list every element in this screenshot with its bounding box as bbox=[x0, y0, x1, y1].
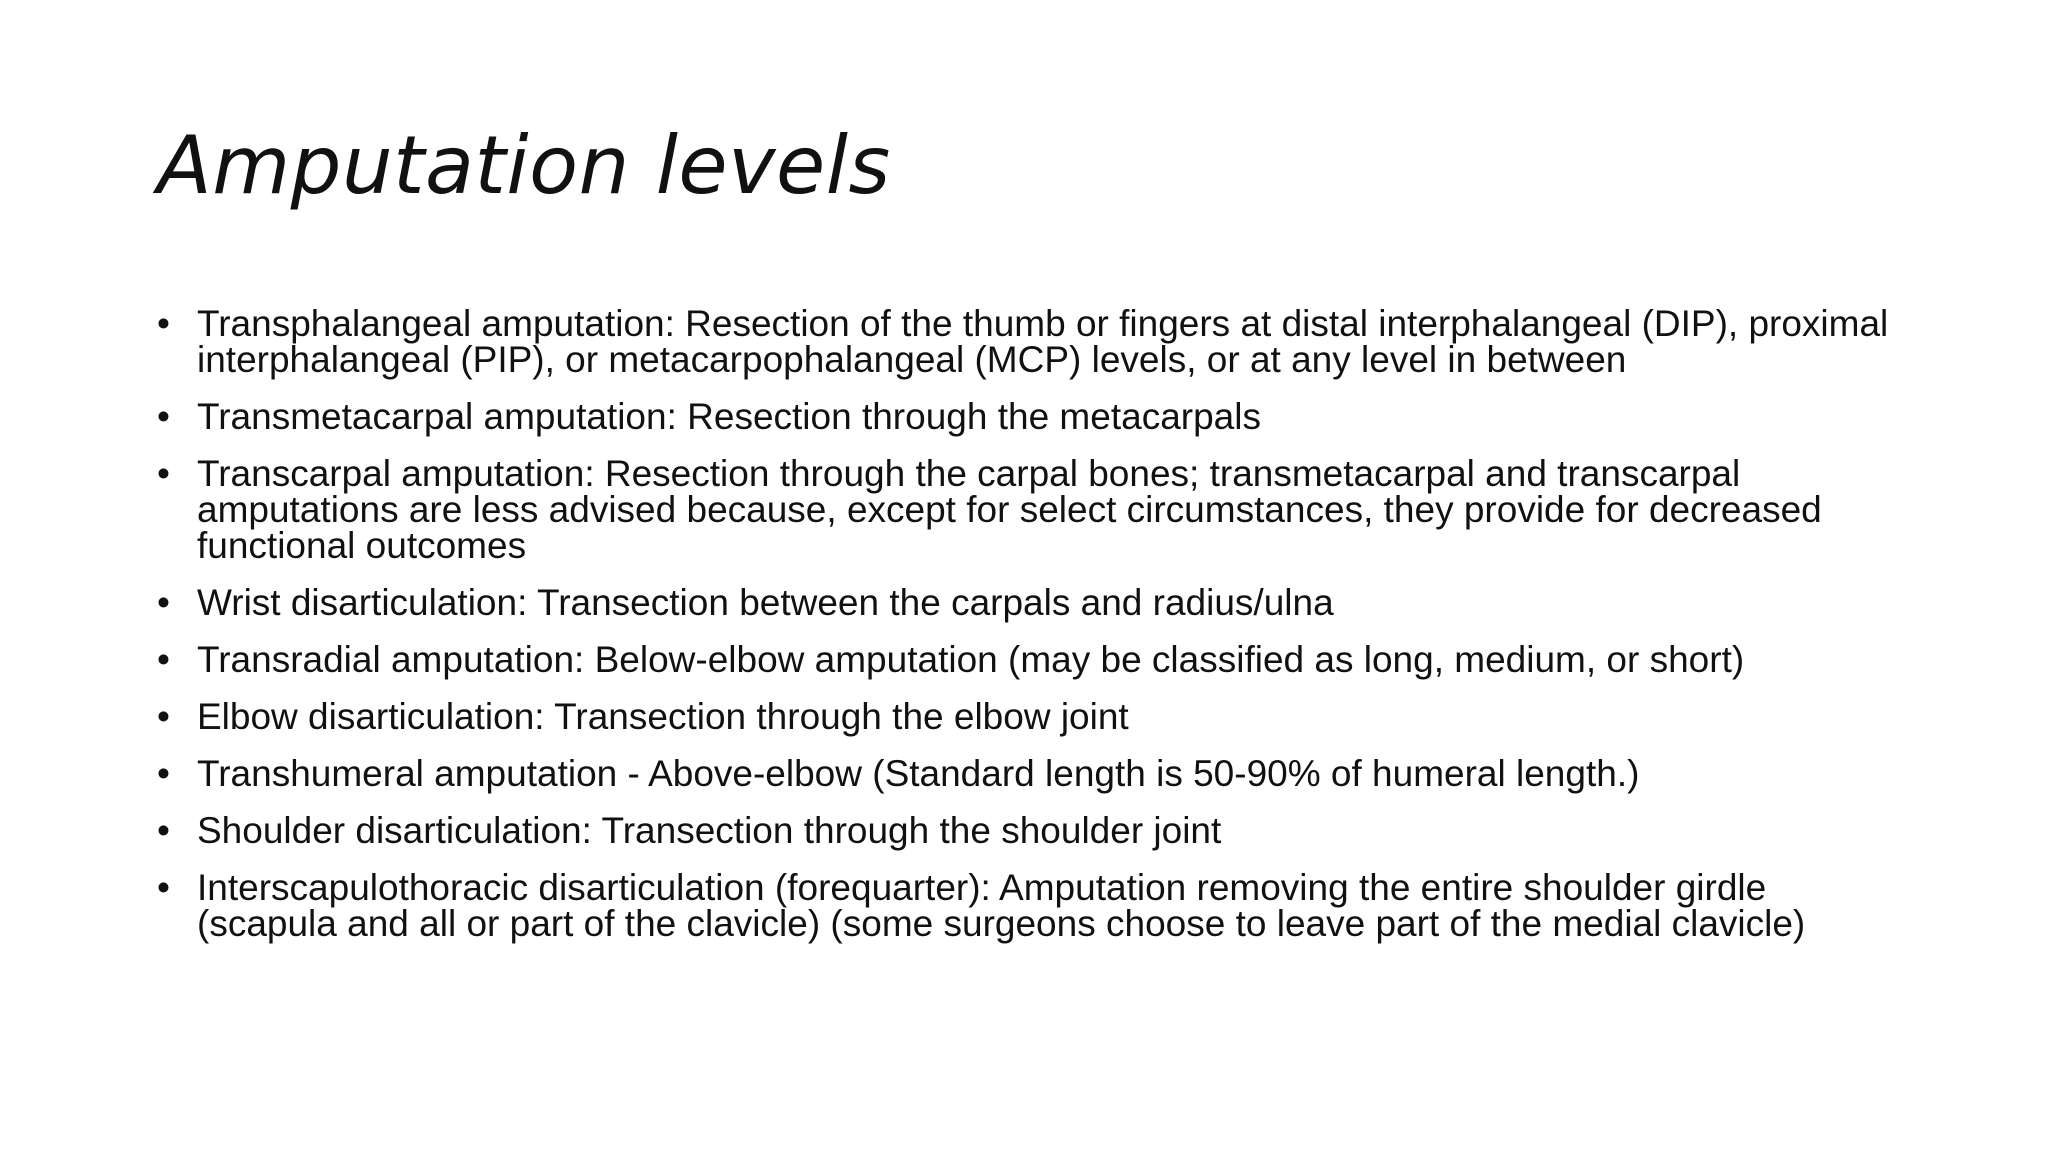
bullet-icon: • bbox=[157, 396, 170, 437]
bullet-icon: • bbox=[157, 582, 170, 623]
bullet-list bbox=[157, 303, 1897, 963]
list-item bbox=[157, 396, 1897, 437]
list-item bbox=[157, 453, 1897, 566]
bullet-icon: • bbox=[157, 303, 170, 344]
bullet-text-transmetacarpal: Transmetacarpal amputation: Resection through the metacarpals bbox=[197, 396, 1261, 437]
bullet-icon: • bbox=[157, 753, 170, 794]
bullet-icon: • bbox=[157, 810, 170, 851]
slide-title: Amputation levels bbox=[157, 119, 891, 212]
bullet-text-shoulder: Shoulder disarticulation: Transection through the shoulder joint bbox=[197, 810, 1222, 851]
list-item bbox=[157, 696, 1897, 737]
list-item bbox=[157, 867, 1897, 944]
list-item bbox=[157, 639, 1897, 680]
bullet-text-transradial: Transradial amputation: Below-elbow amputation (may be classified as long, medium, or short) bbox=[197, 639, 1745, 680]
list-item bbox=[157, 582, 1897, 623]
bullet-text-elbow: Elbow disarticulation: Transection through the elbow joint bbox=[197, 696, 1129, 737]
bullet-icon: • bbox=[157, 639, 170, 680]
bullet-text-wrist: Wrist disarticulation: Transection between the carpals and radius/ulna bbox=[197, 582, 1334, 623]
list-item bbox=[157, 753, 1897, 794]
bullet-text-transhumeral: Transhumeral amputation - Above-elbow (Standard length is 50-90% of humeral length.) bbox=[197, 753, 1640, 794]
list-item bbox=[157, 810, 1897, 851]
bullet-text-transphalangeal: Transphalangeal amputation: Resection of the thumb or fingers at distal interphalangeal (DIP), proximal interphalangeal (PIP), or metacarpophalangeal (MCP) levels, or at any level in between bbox=[197, 303, 1889, 380]
bullet-icon: • bbox=[157, 867, 170, 908]
bullet-icon: • bbox=[157, 696, 170, 737]
bullet-icon: • bbox=[157, 453, 170, 494]
list-item bbox=[157, 303, 1897, 380]
bullet-text-interscapulothoracic: Interscapulothoracic disarticulation (forequarter): Amputation removing the entire shoulder girdle (scapula and all or part of the clavicle) (some surgeons choose to leave part of the medial clavicle) bbox=[197, 867, 1806, 944]
bullet-text-transcarpal: Transcarpal amputation: Resection through the carpal bones; transmetacarpal and transcarpal amputations are less advised because, except for select circumstances, they provide for decreased functional outcomes bbox=[197, 453, 1822, 566]
